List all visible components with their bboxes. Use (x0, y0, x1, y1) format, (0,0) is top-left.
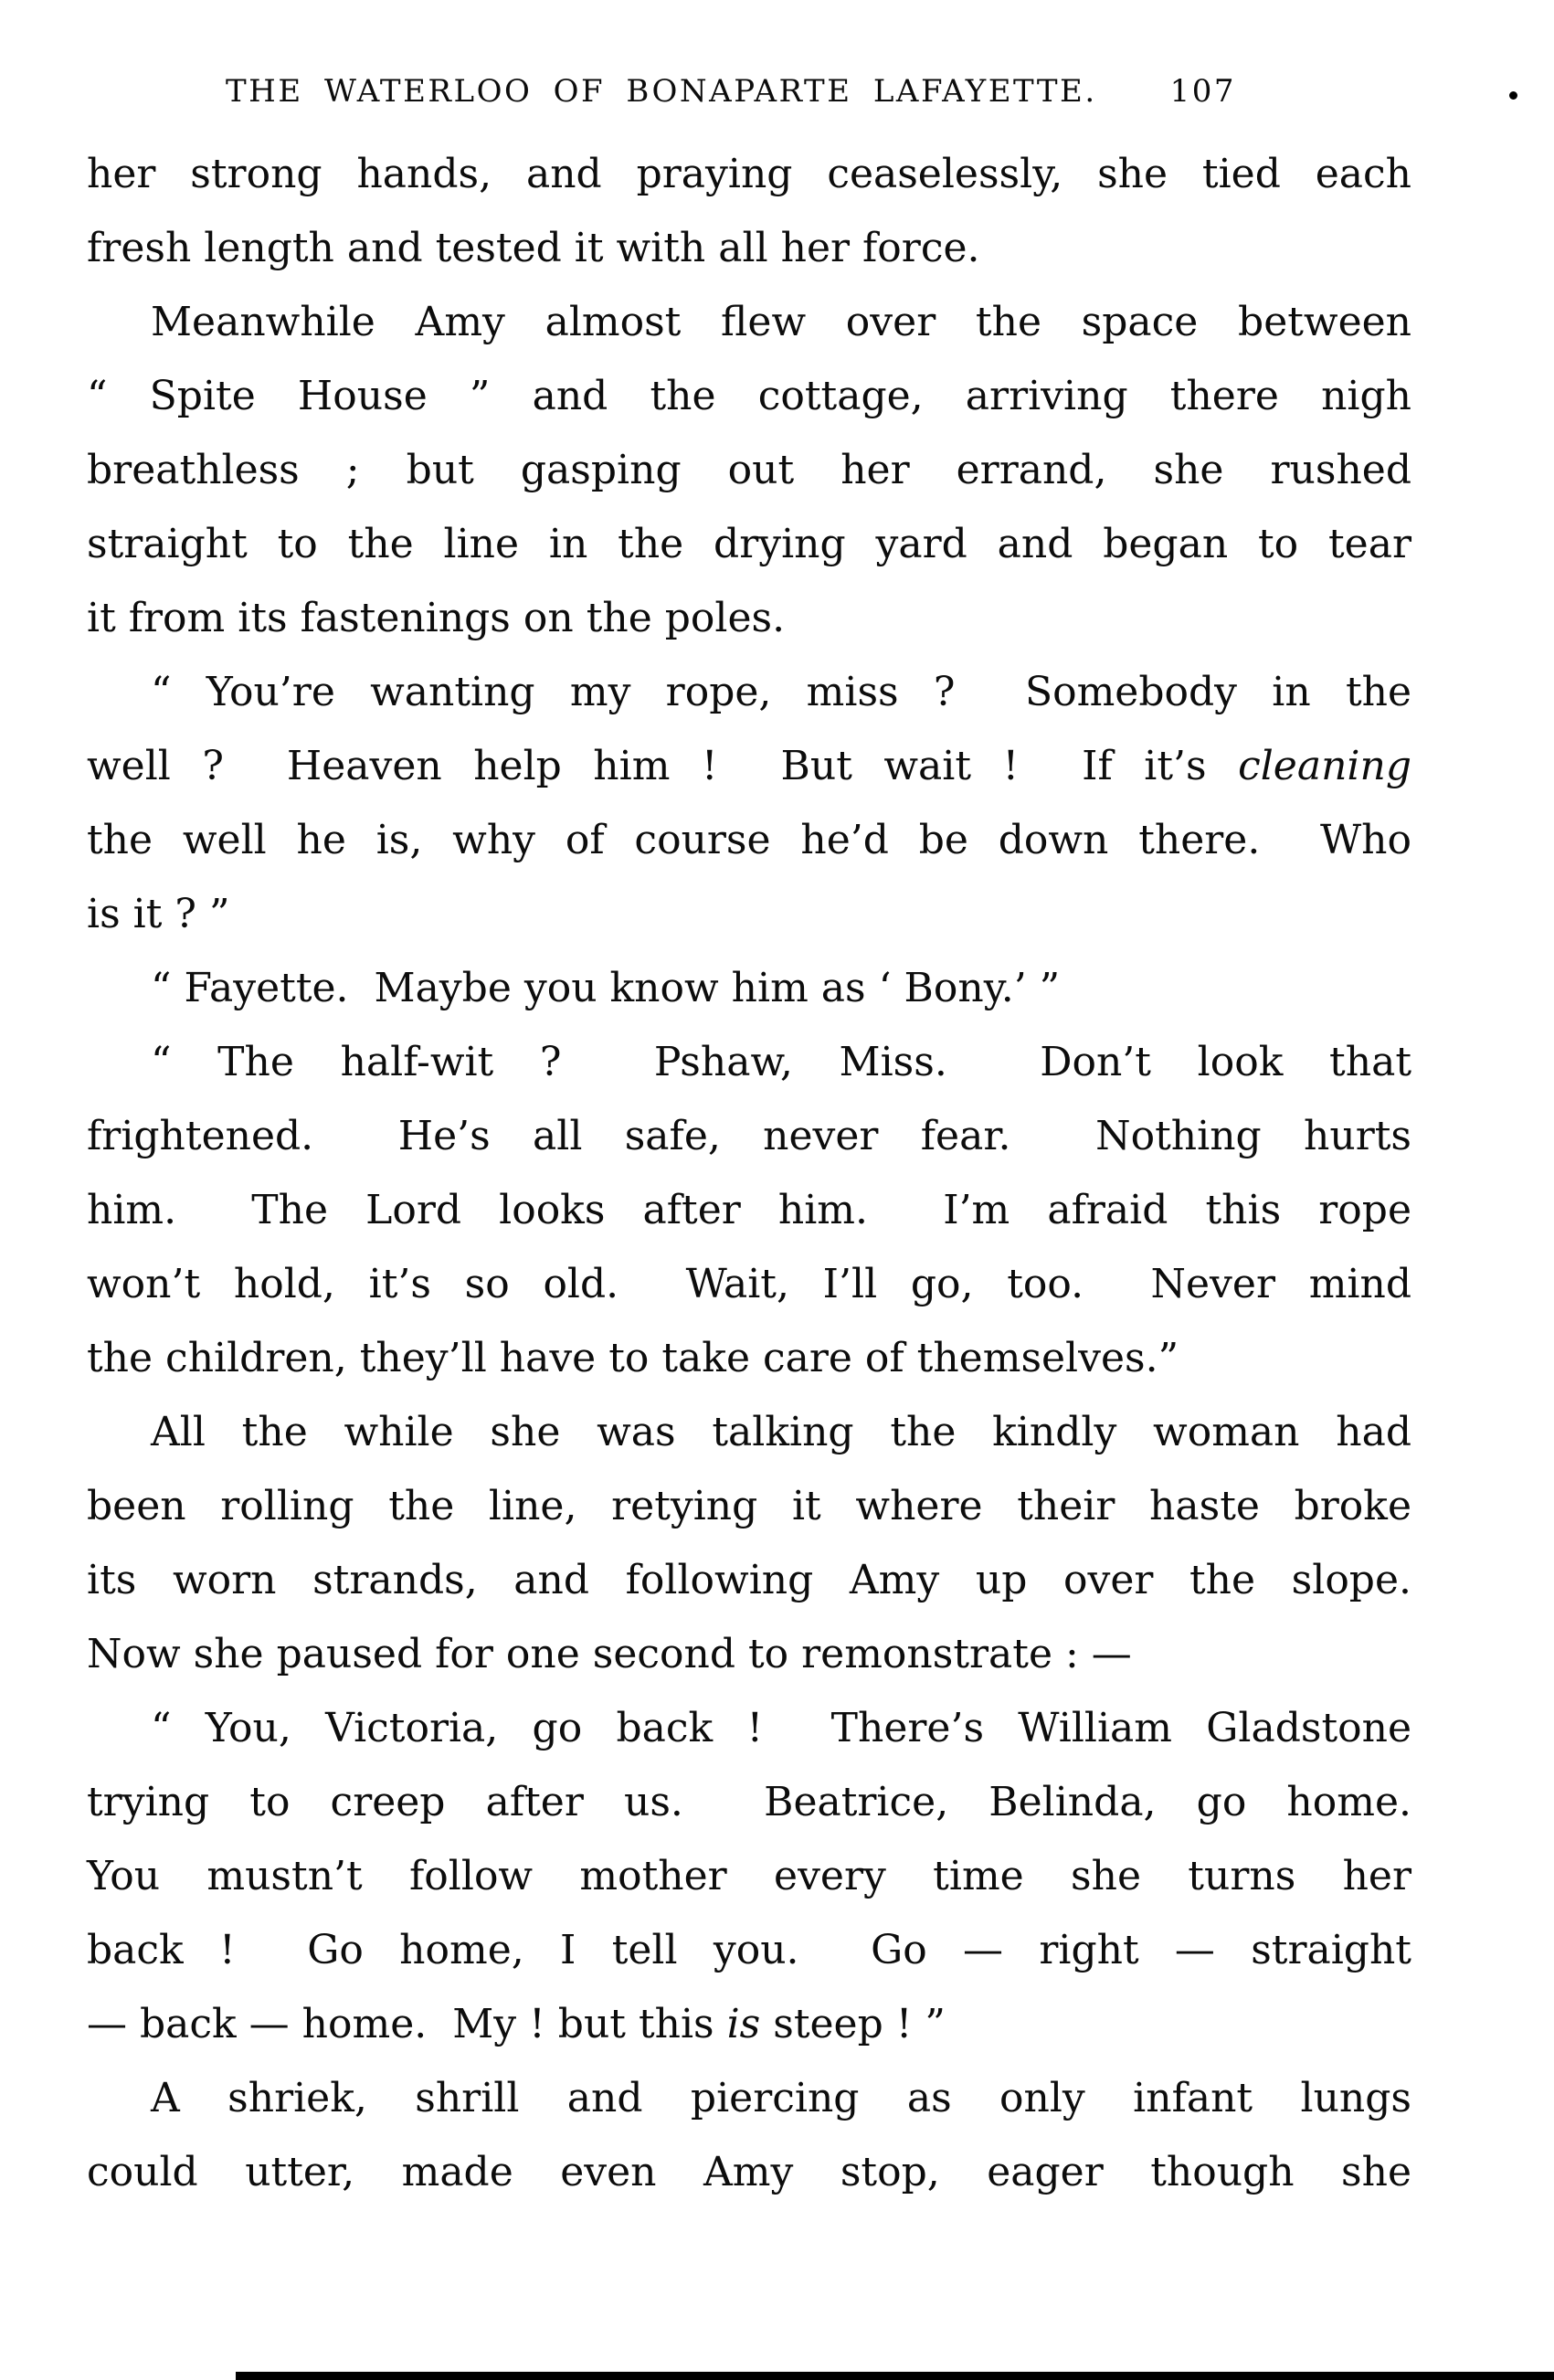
text-segment: back ! Go home, I tell you. Go — right — straight (87, 1927, 1411, 1973)
text-line (87, 1765, 1411, 1839)
text-segment: won’t hold, it’s so old. Wait, I’ll go, too. Never mind (87, 1261, 1411, 1307)
page-number: 107 (1169, 73, 1237, 110)
text-segment: it from its fastenings on the poles. (87, 595, 786, 641)
text-segment: is it ? ” (87, 891, 230, 937)
text-segment: A shriek, shrill and piercing as only infant lungs (151, 2075, 1411, 2121)
text-segment: — back — home. My ! but this (87, 2001, 727, 2047)
text-segment: “ You, Victoria, go back ! There’s William Gladstone (151, 1705, 1411, 1751)
text-segment: You mustn’t follow mother every time she turns her (87, 1853, 1411, 1899)
text-segment: its worn strands, and following Amy up over the slope. (87, 1557, 1411, 1603)
italic-text: is (726, 2001, 761, 2047)
text-line (87, 1543, 1411, 1617)
text-line (87, 1173, 1411, 1247)
text-line (87, 359, 1411, 433)
text-line (87, 2135, 1411, 2209)
text-line (87, 1469, 1411, 1543)
text-line (87, 1987, 1411, 2061)
text-line (87, 729, 1411, 803)
text-line (87, 1617, 1411, 1691)
text-segment: breathless ; but gasping out her errand, she rushed (87, 447, 1411, 493)
text-line (87, 211, 1411, 285)
text-segment: “ The half-wit ? Pshaw, Miss. Don’t look that (151, 1039, 1411, 1085)
text-line (87, 1025, 1411, 1099)
text-segment: frightened. He’s all safe, never fear. Nothing hurts (87, 1113, 1411, 1159)
text-line (87, 951, 1411, 1025)
text-segment: “ Spite House ” and the cottage, arriving there nigh (87, 373, 1411, 419)
text-line (87, 1321, 1411, 1395)
text-line (87, 1395, 1411, 1469)
text-line (87, 581, 1411, 655)
text-segment: him. The Lord looks after him. I’m afraid this rope (87, 1187, 1411, 1233)
text-line (87, 137, 1411, 211)
text-segment: the children, they’ll have to take care of themselves.” (87, 1335, 1179, 1381)
text-segment: “ Fayette. Maybe you know him as ‘ Bony.’ ” (151, 965, 1061, 1011)
text-line (87, 877, 1411, 951)
text-segment: fresh length and tested it with all her force. (87, 225, 980, 271)
text-line (87, 433, 1411, 507)
text-segment: steep ! ” (760, 2001, 946, 2047)
text-segment: Meanwhile Amy almost flew over the space between (151, 299, 1411, 345)
text-line (87, 1913, 1411, 1987)
text-segment: her strong hands, and praying ceaselessly, she tied each (87, 151, 1411, 197)
text-line (87, 1839, 1411, 1913)
text-line (87, 507, 1411, 581)
text-segment: Now she paused for one second to remonstrate : — (87, 1631, 1132, 1677)
text-line (87, 1247, 1411, 1321)
text-line (87, 655, 1411, 729)
text-line (87, 1099, 1411, 1173)
running-title: THE WATERLOO OF BONAPARTE LAFAYETTE. (226, 73, 1097, 110)
text-segment: “ You’re wanting my rope, miss ? Somebody in the (151, 669, 1411, 715)
page-body (87, 137, 1411, 2209)
text-line (87, 1691, 1411, 1765)
text-line (87, 285, 1411, 359)
text-segment: could utter, made even Amy stop, eager though she (87, 2149, 1411, 2195)
text-segment: the well he is, why of course he’d be down there. Who (87, 817, 1411, 863)
italic-text: cleaning (1238, 743, 1411, 789)
text-segment: All the while she was talking the kindly woman had (151, 1409, 1411, 1455)
scan-edge-artifact (236, 2372, 1554, 2380)
scan-speck-artifact (1509, 91, 1517, 100)
text-segment: straight to the line in the drying yard and began to tear (87, 521, 1411, 567)
page-header (87, 73, 1550, 110)
text-line (87, 803, 1411, 877)
text-line (87, 2061, 1411, 2135)
text-segment: trying to creep after us. Beatrice, Belinda, go home. (87, 1779, 1411, 1825)
text-segment: well ? Heaven help him ! But wait ! If it’s (87, 743, 1239, 789)
text-segment: been rolling the line, retying it where their haste broke (87, 1483, 1411, 1529)
